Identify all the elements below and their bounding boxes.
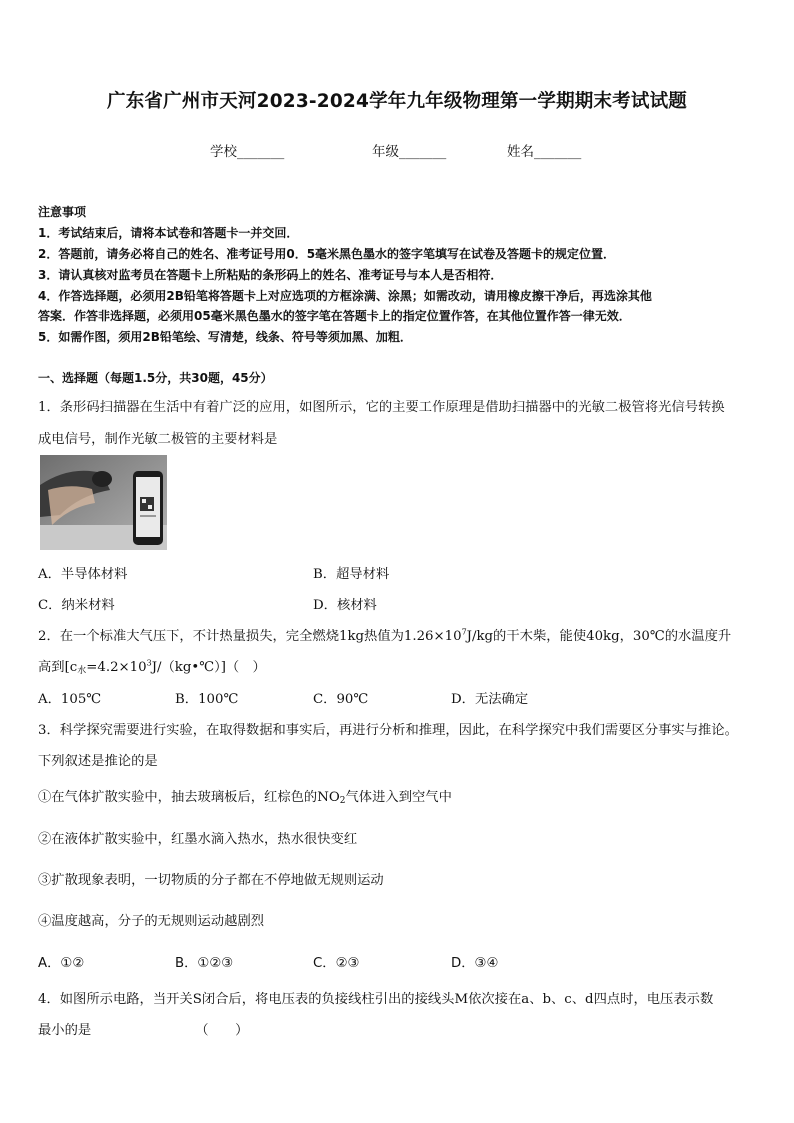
q4-text: 最小的是 （ ）: [38, 1023, 249, 1038]
q3-text: 下列叙述是推论的是: [38, 754, 158, 769]
q3-text: 3．科学探究需要进行实验，在取得数据和事实后，再进行分析和推理，因此，在科学探究中我们需要区分事实与推论。: [38, 723, 738, 738]
q3-statement: ②在液体扩散实验中，红墨水滴入热水，热水很快变红: [38, 832, 358, 847]
q1-option-a[interactable]: A．半导体材料: [38, 567, 128, 582]
q3-option-c[interactable]: C．②③: [313, 956, 360, 971]
q3-statement: ①在气体扩散实验中，抽去玻璃板后，红棕色的$NO_2$气体进入到空气中: [38, 790, 452, 806]
notice-item: 4．作答选择题，必须用2B铅笔将答题卡上对应选项的方框涂满、涂黑；如需改动，请用橡皮擦干净后，再选涂其他: [38, 289, 652, 303]
name-field[interactable]: 姓名_______: [507, 144, 582, 160]
q3-option-b[interactable]: B．①②③: [175, 956, 234, 971]
notice-item: 3．请认真核对监考员在答题卡上所粘贴的条形码上的姓名、准考证号与本人是否相符．: [38, 268, 503, 282]
q2-text: 高到$[c_水=4.2\times 10^3J/(kg•℃)]$（ ）: [38, 658, 266, 676]
q2-option-b[interactable]: B．100℃: [175, 692, 239, 707]
notice-item: 5．如需作图，须用2B铅笔绘、写清楚，线条、符号等须加黑、加粗．: [38, 330, 412, 344]
q1-option-b[interactable]: B．超导材料: [313, 567, 390, 582]
q4-text: 4．如图所示电路，当开关S闭合后，将电压表的负接线柱引出的接线头M依次接在a、b、c、d四点时，电压表示数: [38, 992, 714, 1007]
q1-option-c[interactable]: C．纳米材料: [38, 598, 115, 613]
grade-field[interactable]: 年级_______: [372, 144, 447, 160]
barcode-scanner-image: [40, 455, 167, 550]
notice-item: 答案．作答非选择题，必须用05毫米黑色墨水的签字笔在答题卡上的指定位置作答，在其他位置作答一律无效．: [38, 309, 631, 323]
notice-item: 1．考试结束后，请将本试卷和答题卡一并交回．: [38, 226, 299, 240]
q1-option-d[interactable]: D．核材料: [313, 598, 377, 613]
section-heading: 一、选择题（每题1.5分，共30题，45分）: [38, 371, 273, 385]
q3-option-d[interactable]: D．③④: [451, 956, 499, 971]
notice-heading: 注意事项: [38, 205, 87, 219]
q3-option-a[interactable]: A．①②: [38, 956, 85, 971]
q1-text: 1．条形码扫描器在生活中有着广泛的应用，如图所示，它的主要工作原理是借助扫描器中的光敏二极管将光信号转换: [38, 400, 725, 415]
notice-item: 2．答题前，请务必将自己的姓名、准考证号用0．5毫米黑色墨水的签字笔填写在试卷及答题卡的规定位置．: [38, 247, 616, 261]
q3-statement: ④温度越高，分子的无规则运动越剧烈: [38, 914, 265, 929]
q3-statement: ③扩散现象表明，一切物质的分子都在不停地做无规则运动: [38, 873, 384, 888]
q1-text: 成电信号，制作光敏二极管的主要材料是: [38, 432, 278, 447]
q2-option-a[interactable]: A．105℃: [38, 692, 102, 707]
q2-text: 2．在一个标准大气压下，不计热量损失，完全燃烧1kg热值为$1.26\times 10^7J/kg$的干木柴，能使40kg，30℃的水温度升: [38, 627, 732, 644]
q2-option-d[interactable]: D．无法确定: [451, 692, 529, 707]
q2-option-c[interactable]: C．90℃: [313, 692, 369, 707]
school-field[interactable]: 学校_______: [210, 144, 285, 160]
page-title: 广东省广州市天河2023-2024学年九年级物理第一学期期末考试试题: [107, 91, 687, 112]
